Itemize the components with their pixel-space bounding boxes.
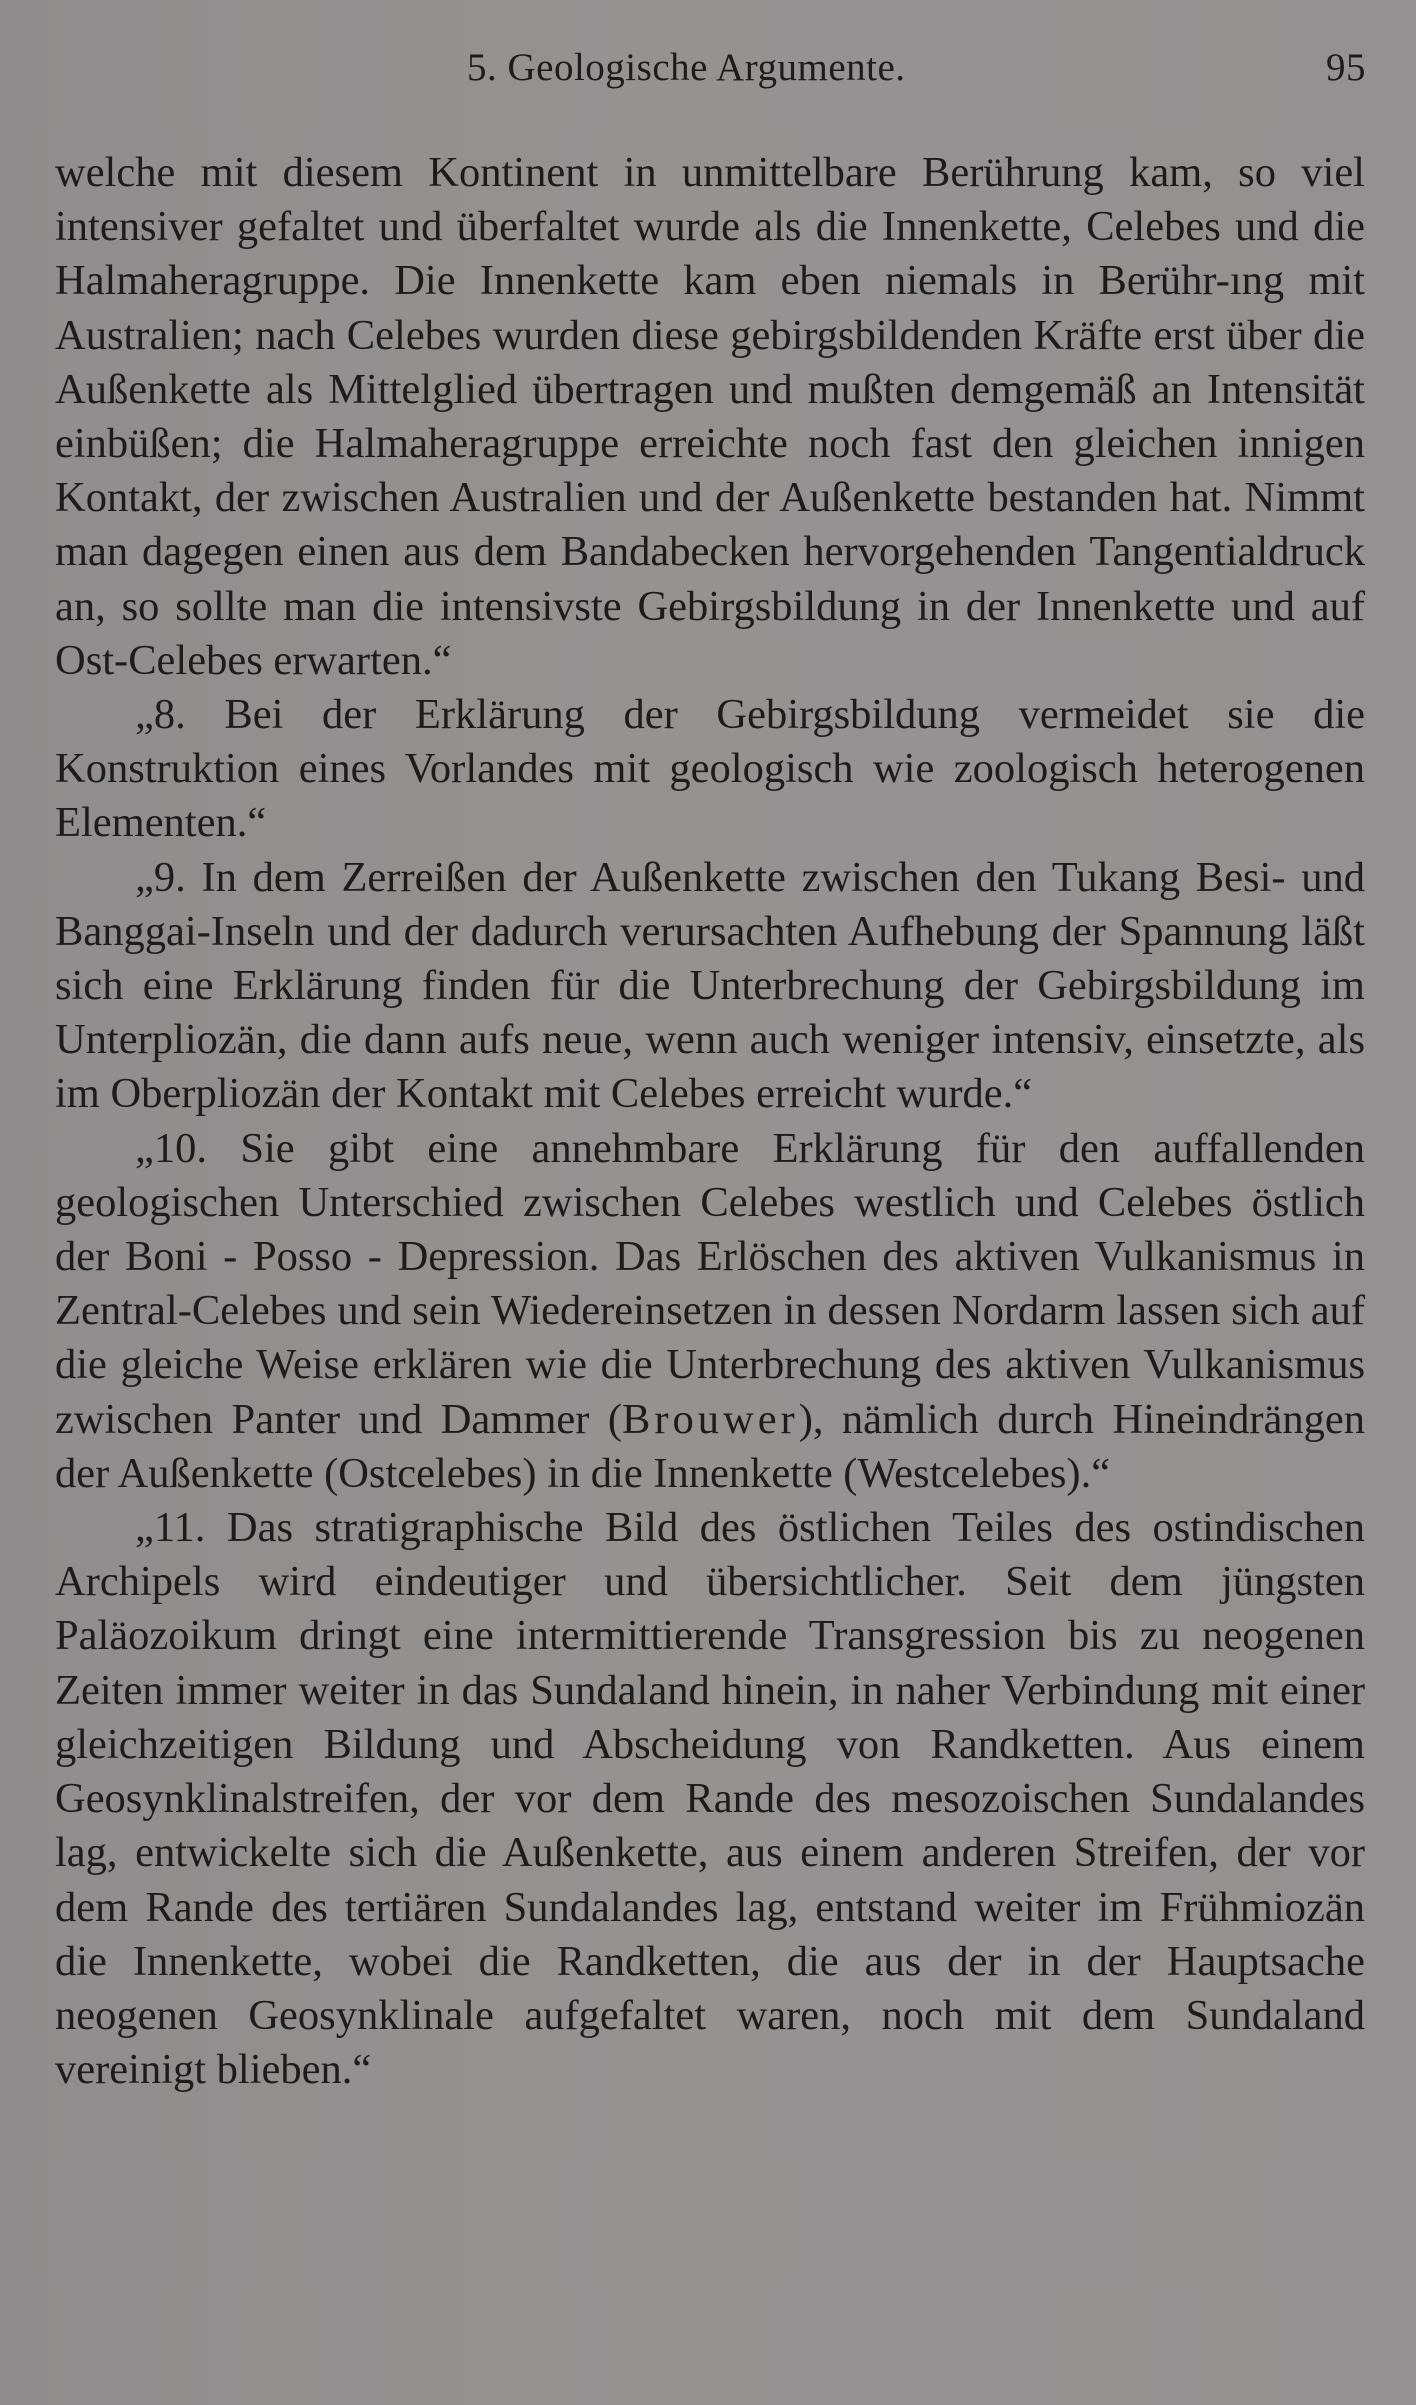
paragraph-text: „10. Sie gibt eine annehmbare Erklärung für den auffallenden geologischen Unterschied zwischen Celebes westlich und Celebes östlich der Boni - Posso - Depression. Das Erlöschen des aktiven Vulkanismus in Zentral-Celebes und sein Wiedereinsetzen in dessen Nordarm lassen sich auf die gleiche Weise erklären wie die Unterbrechung des aktiven Vulkanismus zwischen Panter und Dammer (: [55, 1124, 1365, 1443]
paragraph-point-11: „11. Das stratigraphische Bild des östlichen Teiles des ostindischen Archipels wird eindeutiger und übersichtlicher. Seit dem jüngsten Paläozoikum dringt eine intermittierende Transgression bis zu neogenen Zeiten immer weiter in das Sundaland hinein, in naher Verbindung mit einer gleichzeitigen Bildung und Abscheidung von Randketten. Aus einem Geosynklinalstreifen, der vor dem Rande des mesozoischen Sundalandes lag, entwickelte sich die Außenkette, aus einem anderen Streifen, der vor dem Rande des tertiären Sundalandes lag, entstand weiter im Frühmiozän die Innenkette, wobei die Randketten, die aus der in der Hauptsache neogenen Geosynklinale aufgefaltet waren, noch mit dem Sundaland vereinigt blieben.“: [55, 1504, 1365, 2094]
paragraph-text: ), nämlich durch Hineindrängen der Außenkette (Ostcelebes) in die Innenkette (Westcelebes).“: [55, 1395, 1365, 1497]
paragraph-point-9: „9. In dem Zerreißen der Außenkette zwischen den Tukang Besi- und Banggai-Inseln und der dadurch verursachten Aufhebung der Spannung läßt sich eine Erklärung finden für die Unterbrechung der Gebirgsbildung im Unterpliozän, die dann aufs neue, wenn auch weniger intensiv, einsetzte, als im Oberpliozän der Kontakt mit Celebes erreicht wurde.“: [55, 853, 1365, 1118]
paragraph-point-10: [55, 1122, 1365, 1501]
paragraph-continuation: welche mit diesem Kontinent in unmittelbare Berührung kam, so viel intensiver gefaltet und überfaltet wurde als die Innenkette, Celebes und die Halmaheragruppe. Die Innenkette kam eben niemals in Berühr-ıng mit Australien; nach Celebes wurden diese gebirgsbildenden Kräfte erst über die Außenkette als Mittelglied übertragen und mußten demgemäß an Intensität einbüßen; die Halmaheragruppe erreichte noch fast den gleichen innigen Kontakt, der zwischen Australien und der Außenkette bestanden hat. Nimmt man dagegen einen aus dem Bandabecken hervorgehenden Tangentialdruck an, so sollte man die intensivste Gebirgsbildung in der Innenkette und auf Ost-Celebes erwarten.“: [55, 149, 1365, 684]
page-number: 95: [1326, 46, 1366, 89]
author-name: Brouwer: [622, 1395, 799, 1443]
body-text: [55, 146, 1365, 2097]
paragraph-point-8: „8. Bei der Erklärung der Gebirgsbildung vermeidet sie die Konstruktion eines Vorlandes mit geologisch wie zoologisch heterogenen Elementen.“: [55, 691, 1365, 847]
running-head: [55, 38, 1366, 98]
running-title: 5. Geologische Argumente.: [467, 46, 906, 89]
